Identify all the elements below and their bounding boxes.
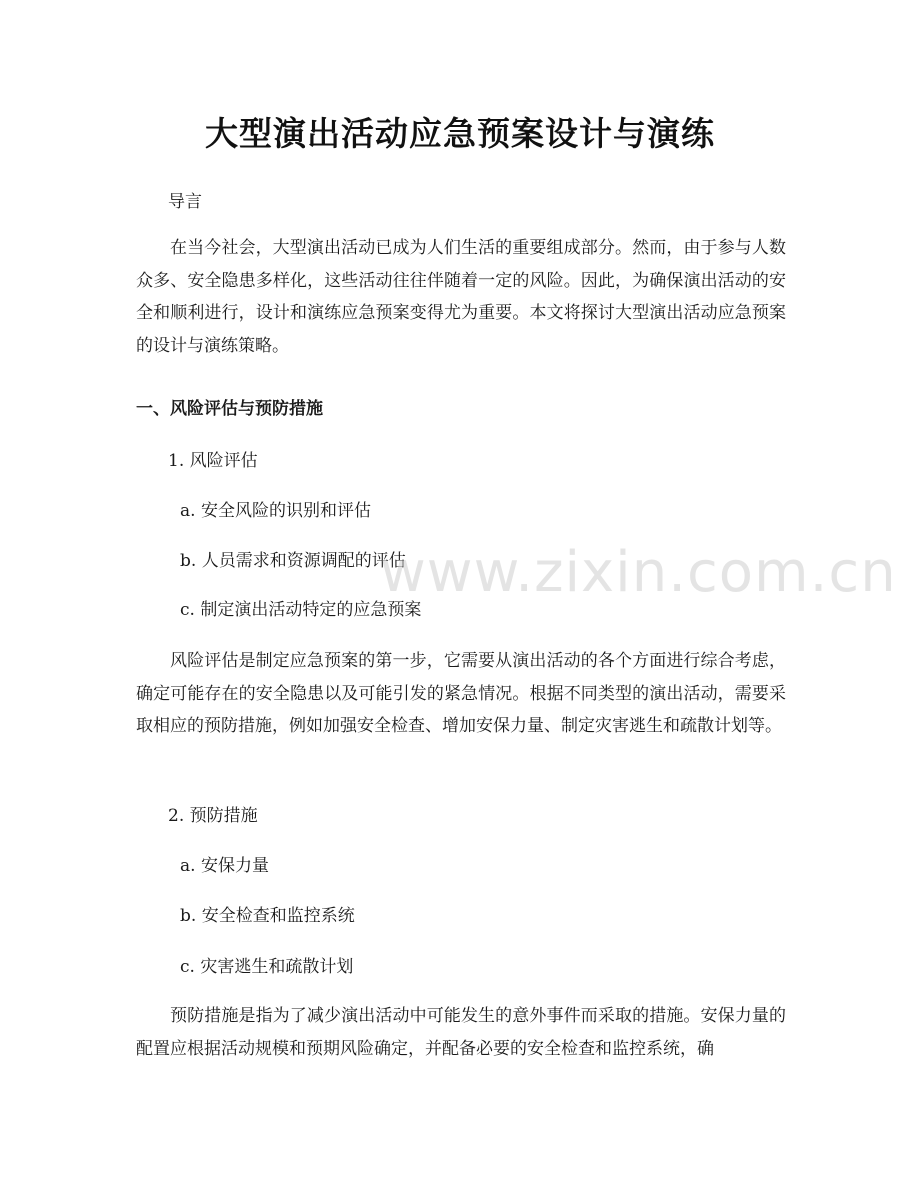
body-paragraph: 风险评估是制定应急预案的第一步，它需要从演出活动的各个方面进行综合考虑，确定可能存在的安全隐患以及可能引发的紧急情况。根据不同类型的演出活动，需要采取相应的预防措施，例如加强安全检查、增加安保力量、制定灾害逃生和疏散计划等。 bbox=[136, 651, 786, 736]
list-item: b. 安全检查和监控系统 bbox=[180, 906, 355, 926]
body-paragraph: 预防措施是指为了减少演出活动中可能发生的意外事件而采取的措施。安保力量的配置应根据活动规模和预期风险确定，并配备必要的安全检查和监控系统，确 bbox=[136, 1006, 786, 1059]
intro-paragraph: 在当今社会，大型演出活动已成为人们生活的重要组成部分。然而，由于参与人数众多、安全隐患多样化，这些活动往往伴随着一定的风险。因此，为确保演出活动的安全和顺利进行，设计和演练应急预案变得尤为重要。本文将探讨大型演出活动应急预案的设计与演练策略。 bbox=[136, 238, 786, 356]
list-item: b. 人员需求和资源调配的评估 bbox=[180, 551, 406, 571]
watermark: www.zixin.com.cn bbox=[380, 540, 897, 605]
document-title: 大型演出活动应急预案设计与演练 bbox=[205, 114, 715, 153]
section-heading-1: 一、风险评估与预防措施 bbox=[136, 399, 323, 419]
subsection-heading-2: 2. 预防措施 bbox=[168, 806, 258, 826]
list-item: c. 制定演出活动特定的应急预案 bbox=[180, 600, 422, 620]
list-item: a. 安全风险的识别和评估 bbox=[180, 501, 371, 521]
intro-heading: 导言 bbox=[168, 192, 202, 212]
subsection-heading-1: 1. 风险评估 bbox=[168, 451, 258, 471]
list-item: c. 灾害逃生和疏散计划 bbox=[180, 957, 354, 977]
list-item: a. 安保力量 bbox=[180, 856, 269, 876]
